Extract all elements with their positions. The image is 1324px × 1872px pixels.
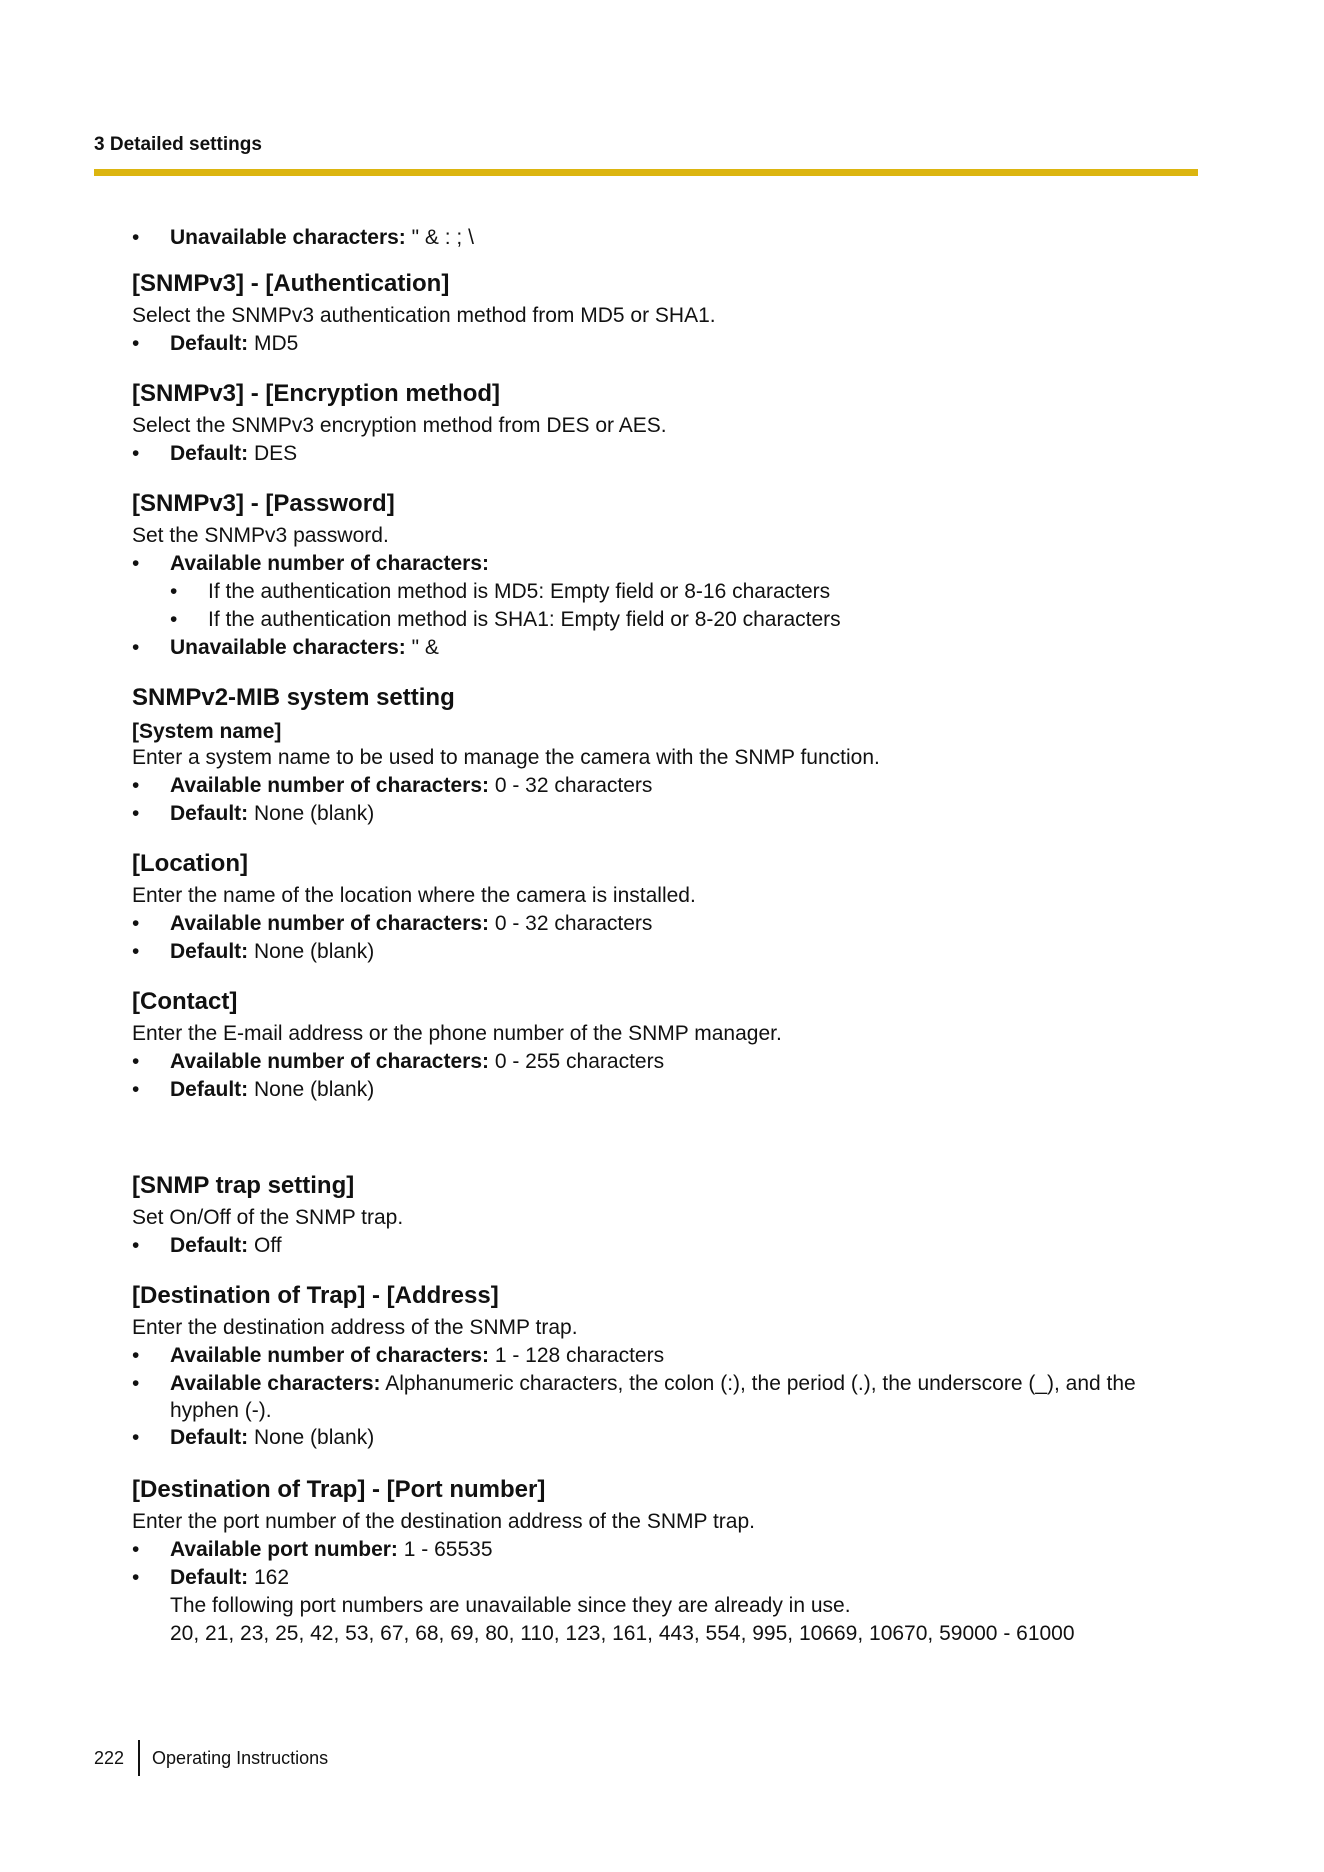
item-label: Default: — [170, 442, 249, 465]
item-value: None (blank) — [248, 802, 375, 825]
item-label: Available characters: — [170, 1372, 381, 1395]
item-value: None (blank) — [248, 1426, 375, 1449]
section-description: Set On/Off of the SNMP trap. — [132, 1206, 404, 1229]
item-label: Available number of characters: — [170, 912, 489, 935]
bullet: • — [132, 1050, 140, 1073]
bullet: • — [132, 1372, 140, 1395]
item-value: 1 - 65535 — [397, 1538, 493, 1561]
page-header: 3 Detailed settings — [94, 134, 262, 155]
item-label: Unavailable characters: — [170, 636, 406, 659]
item-note: 20, 21, 23, 25, 42, 53, 67, 68, 69, 80, 110, 123, 161, 443, 554, 995, 10669, 10670, 59000 - 61000 — [170, 1622, 1075, 1645]
section-heading: [Destination of Trap] - [Address] — [132, 1282, 499, 1309]
page-footer — [94, 1740, 328, 1776]
section-password — [132, 490, 1202, 662]
item-label: Available port number: — [170, 1538, 398, 1561]
item-label: Default: — [170, 1426, 249, 1449]
section-heading: SNMPv2-MIB system setting — [132, 684, 455, 711]
list-item — [132, 440, 1202, 468]
item-label: Available number of characters: — [170, 774, 489, 797]
list-item — [132, 550, 1202, 578]
item-label: Default: — [170, 1566, 249, 1589]
item-value: DES — [248, 442, 298, 465]
section-description: Enter the E-mail address or the phone number of the SNMP manager. — [132, 1022, 782, 1045]
bullet: • — [132, 1344, 140, 1367]
list-item — [132, 1232, 1202, 1260]
bullet: • — [132, 636, 140, 659]
bullet: • — [132, 912, 140, 935]
bullet: • — [132, 1426, 140, 1449]
list-item — [132, 1564, 1202, 1648]
item-value: None (blank) — [248, 1078, 375, 1101]
section-contact — [132, 988, 1202, 1104]
list-item — [132, 1370, 1202, 1424]
section-trap-address — [132, 1282, 1202, 1452]
list-item — [132, 224, 1202, 252]
footer-title: Operating Instructions — [152, 1747, 329, 1768]
section-description: Select the SNMPv3 encryption method from DES or AES. — [132, 414, 667, 437]
item-label: Available number of characters: — [170, 1344, 489, 1367]
section-heading: [Contact] — [132, 988, 238, 1015]
section-heading: [Destination of Trap] - [Port number] — [132, 1476, 546, 1503]
list-item — [132, 800, 1202, 828]
section-description: Set the SNMPv3 password. — [132, 524, 389, 547]
item-label: Default: — [170, 802, 249, 825]
item-value: MD5 — [248, 332, 299, 355]
list-item — [132, 938, 1202, 966]
bullet: • — [132, 1078, 140, 1101]
section-description: Select the SNMPv3 authentication method from MD5 or SHA1. — [132, 304, 716, 327]
section-heading: [SNMPv3] - [Encryption method] — [132, 380, 501, 407]
bullet: • — [170, 580, 178, 603]
section-encryption — [132, 380, 1202, 468]
subsection-heading: [System name] — [132, 720, 282, 743]
list-item — [132, 772, 1202, 800]
item-value: None (blank) — [248, 940, 375, 963]
item-value: 0 - 32 characters — [489, 912, 653, 935]
bullet: • — [132, 332, 140, 355]
bullet: • — [132, 940, 140, 963]
section-heading: [Location] — [132, 850, 248, 877]
section-description: Enter the destination address of the SNMP trap. — [132, 1316, 578, 1339]
bullet: • — [132, 1566, 140, 1589]
item-value: 1 - 128 characters — [489, 1344, 665, 1367]
intro-block — [132, 224, 1202, 252]
item-label: Default: — [170, 332, 249, 355]
item-label: Available number of characters: — [170, 1050, 489, 1073]
header-rule — [94, 169, 1198, 176]
item-label: Default: — [170, 1234, 249, 1257]
page-number: 222 — [94, 1747, 125, 1768]
sub-list-item — [170, 578, 1202, 606]
item-note: The following port numbers are unavailable since they are already in use. — [170, 1594, 851, 1617]
section-heading: [SNMPv3] - [Password] — [132, 490, 395, 517]
bullet: • — [132, 1538, 140, 1561]
list-item — [132, 1536, 1202, 1564]
bullet: • — [132, 1234, 140, 1257]
item-value: 162 — [248, 1566, 290, 1589]
list-item — [132, 910, 1202, 938]
list-item — [132, 1342, 1202, 1370]
section-heading: [SNMP trap setting] — [132, 1172, 355, 1199]
item-text: If the authentication method is MD5: Empty field or 8-16 characters — [208, 580, 831, 603]
item-label: Default: — [170, 1078, 249, 1101]
list-item — [132, 1424, 1202, 1452]
item-label: Default: — [170, 940, 249, 963]
item-value: " & — [405, 636, 439, 659]
section-description: Enter a system name to be used to manage the camera with the SNMP function. — [132, 746, 880, 769]
section-heading: [SNMPv3] - [Authentication] — [132, 270, 450, 297]
item-value: 0 - 32 characters — [489, 774, 653, 797]
item-value: Alphanumeric characters, the colon (:), the period (.), the underscore (_), and the hyphen (-). — [170, 1372, 1136, 1422]
item-text: If the authentication method is SHA1: Empty field or 8-20 characters — [208, 608, 841, 631]
list-item — [132, 1076, 1202, 1104]
section-description: Enter the name of the location where the camera is installed. — [132, 884, 696, 907]
bullet: • — [170, 608, 178, 631]
bullet: • — [132, 226, 140, 249]
section-trap-port — [132, 1476, 1202, 1648]
section-location — [132, 850, 1202, 966]
item-label: Unavailable characters: — [170, 226, 406, 249]
bullet: • — [132, 442, 140, 465]
bullet: • — [132, 774, 140, 797]
bullet: • — [132, 552, 140, 575]
list-item — [132, 634, 1202, 662]
sub-list-item — [170, 606, 1202, 634]
section-trap-setting — [132, 1172, 1202, 1260]
section-mib-system — [132, 684, 1202, 828]
list-item — [132, 330, 1202, 358]
item-label: Available number of characters: — [170, 552, 489, 575]
section-description: Enter the port number of the destination address of the SNMP trap. — [132, 1510, 755, 1533]
item-value: " & : ; \ — [405, 226, 474, 249]
bullet: • — [132, 802, 140, 825]
item-value: 0 - 255 characters — [489, 1050, 665, 1073]
item-value: Off — [248, 1234, 282, 1257]
section-authentication — [132, 270, 1202, 358]
list-item — [132, 1048, 1202, 1076]
